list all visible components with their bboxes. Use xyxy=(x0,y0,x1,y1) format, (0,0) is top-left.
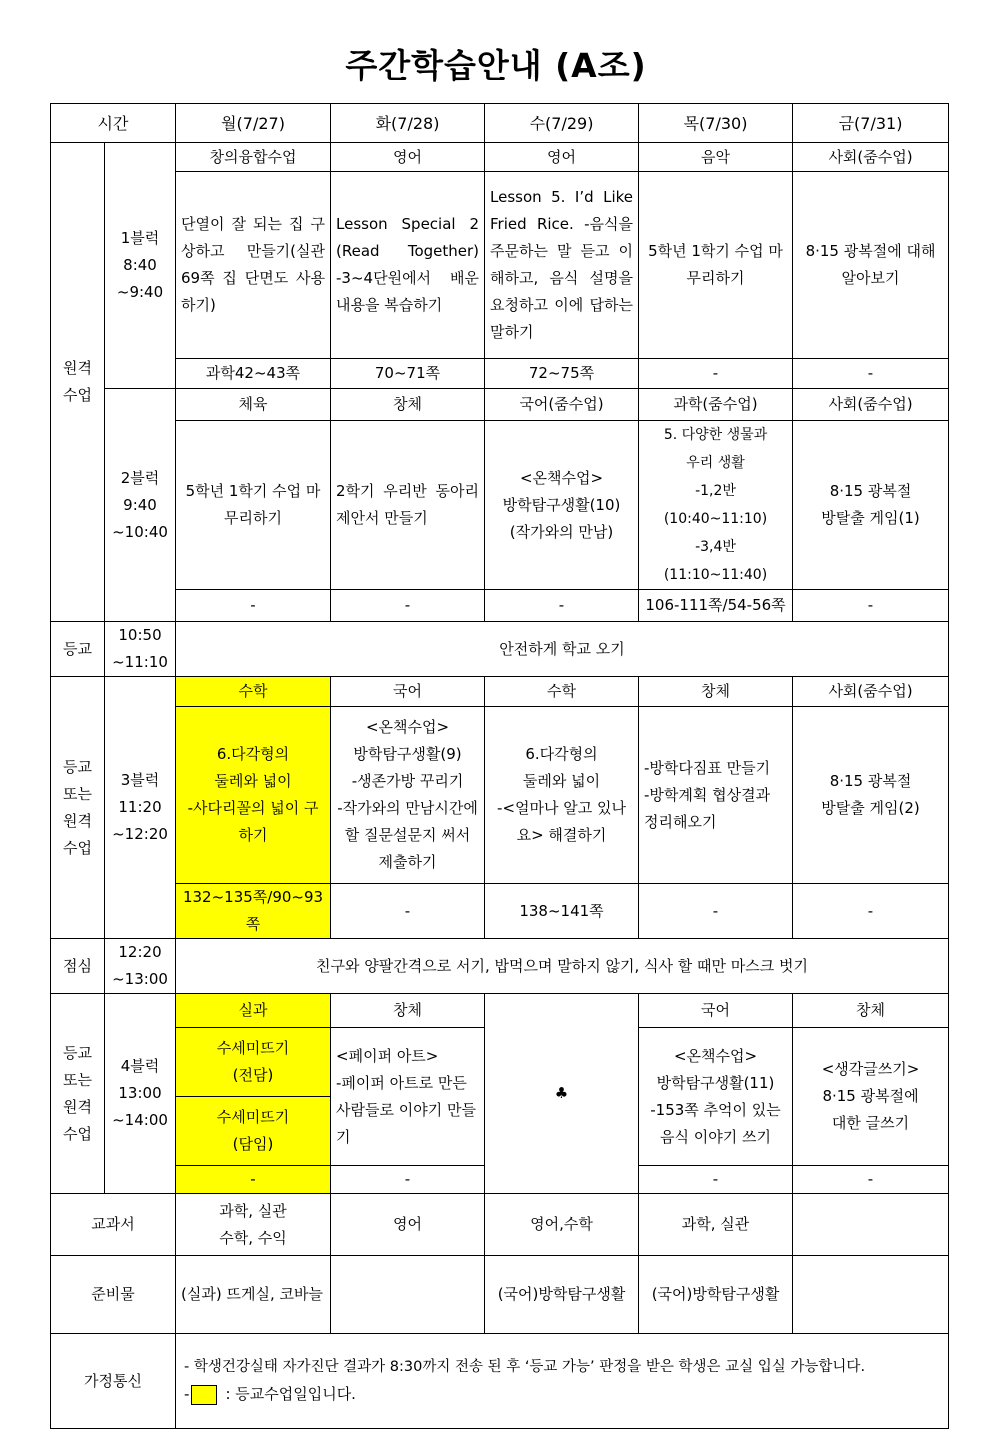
block4-content-tue: <페이퍼 아트> -페이퍼 아트로 만든 사람들로 이야기 만들기 xyxy=(331,1028,485,1166)
block2-subject-thu: 과학(줌수업) xyxy=(639,389,793,421)
header-time: 시간 xyxy=(51,104,176,143)
block3-subject-mon: 수학 xyxy=(176,677,331,707)
block3-content-tue: <온책수업> 방학탐구생활(9) -생존가방 꾸리기 -작가와의 만남시간에 할 질문설문지 써서 제출하기 xyxy=(331,707,485,884)
block2-time: 2블럭 9:40 ~10:40 xyxy=(105,389,176,622)
block2-pages-tue: - xyxy=(331,590,485,622)
block4-mon-top: 수세미뜨기 (전담) xyxy=(176,1028,331,1097)
block2-subject-wed: 국어(줌수업) xyxy=(485,389,639,421)
club-suit-icon: ♣ xyxy=(554,1084,569,1102)
block1-pages-thu: - xyxy=(639,359,793,389)
block2-content-wed: <온책수업> 방학탐구생활(10) (작가와의 만남) xyxy=(485,421,639,590)
notice-content xyxy=(176,1334,949,1429)
block2-pages-thu: 106-111쪽/54-56쪽 xyxy=(639,590,793,622)
block2-pages-fri: - xyxy=(793,590,949,622)
lunch-time: 12:20 ~13:00 xyxy=(105,939,176,994)
block4-subject-thu: 국어 xyxy=(639,994,793,1028)
block2-pages-wed: - xyxy=(485,590,639,622)
block2-subject-mon: 체육 xyxy=(176,389,331,421)
block2-content-fri: 8·15 광복절 방탈출 게임(1) xyxy=(793,421,949,590)
lunch-row xyxy=(51,939,949,994)
block1-pages-wed: 72~75쪽 xyxy=(485,359,639,389)
block1-content-mon: 단열이 잘 되는 집 구상하고 만들기(실관 69쪽 집 단면도 사용하기) xyxy=(176,172,331,359)
header-day-thu: 목(7/30) xyxy=(639,104,793,143)
notice-line-2-prefix: - xyxy=(184,1385,190,1403)
block3-subject-thu: 창체 xyxy=(639,677,793,707)
header-row xyxy=(51,104,949,143)
block3-pages-tue: - xyxy=(331,884,485,939)
header-day-fri: 금(7/31) xyxy=(793,104,949,143)
lunch-text: 친구와 양팔간격으로 서기, 밥먹으며 말하지 않기, 식사 할 때만 마스크 벗기 xyxy=(176,939,949,994)
block4-subject-fri: 창체 xyxy=(793,994,949,1028)
block1-subject-fri: 사회(줌수업) xyxy=(793,143,949,172)
block4-pages-thu: - xyxy=(639,1166,793,1194)
block3-label: 등교 또는 원격 수업 xyxy=(51,677,105,939)
block2-pages-row xyxy=(51,590,949,622)
block1-subject-wed: 영어 xyxy=(485,143,639,172)
notice-row xyxy=(51,1334,949,1429)
arrival-label: 등교 xyxy=(51,622,105,677)
supplies-mon: (실과) 뜨게실, 코바늘 xyxy=(176,1256,331,1334)
block4-subject-tue: 창체 xyxy=(331,994,485,1028)
block4-label: 등교 또는 원격 수업 xyxy=(51,994,105,1194)
textbooks-fri xyxy=(793,1194,949,1256)
block4-pages-tue: - xyxy=(331,1166,485,1194)
highlight-legend-swatch xyxy=(191,1385,217,1405)
block4-content-thu: <온책수업> 방학탐구생활(11) -153쪽 추억이 있는 음식 이야기 쓰기 xyxy=(639,1028,793,1166)
block4-pages-mon: - xyxy=(176,1166,331,1194)
supplies-row xyxy=(51,1256,949,1334)
weekly-schedule-table xyxy=(50,103,949,1429)
block4-subject-row xyxy=(51,994,949,1028)
block4-subject-mon: 실과 xyxy=(176,994,331,1028)
block1-pages-fri: - xyxy=(793,359,949,389)
block1-subject-row xyxy=(51,143,949,172)
block1-subject-tue: 영어 xyxy=(331,143,485,172)
block3-content-mon: 6.다각형의 둘레와 넓이 -사다리꼴의 넓이 구하기 xyxy=(176,707,331,884)
textbooks-label: 교과서 xyxy=(51,1194,176,1256)
block1-time: 1블럭 8:40 ~9:40 xyxy=(105,143,176,389)
block3-content-fri: 8·15 광복절 방탈출 게임(2) xyxy=(793,707,949,884)
textbooks-row xyxy=(51,1194,949,1256)
block3-subject-tue: 국어 xyxy=(331,677,485,707)
supplies-wed: (국어)방학탐구생활 xyxy=(485,1256,639,1334)
block3-subject-wed: 수학 xyxy=(485,677,639,707)
notice-line-2-text: : 등교수업일입니다. xyxy=(225,1385,356,1403)
block3-subject-fri: 사회(줌수업) xyxy=(793,677,949,707)
notice-line-1: - 학생건강실태 자가진단 결과가 8:30까지 전송 된 후 ‘등교 가능’ 판정을 받은 학생은 교실 입실 가능합니다. xyxy=(184,1359,866,1375)
block4-time: 4블럭 13:00 ~14:00 xyxy=(105,994,176,1194)
block3-subject-row xyxy=(51,677,949,707)
block2-subject-tue: 창체 xyxy=(331,389,485,421)
block3-content-row xyxy=(51,707,949,884)
block2-pages-mon: - xyxy=(176,590,331,622)
block4-content-fri: <생각글쓰기> 8·15 광복절에 대한 글쓰기 xyxy=(793,1028,949,1166)
textbooks-thu: 과학, 실관 xyxy=(639,1194,793,1256)
block3-pages-thu: - xyxy=(639,884,793,939)
block1-content-tue: Lesson Special 2 (Read Together) -3~4단원에서 배운 내용을 복습하기 xyxy=(331,172,485,359)
block3-pages-row xyxy=(51,884,949,939)
block2-content-row xyxy=(51,421,949,590)
block1-subject-thu: 음악 xyxy=(639,143,793,172)
lunch-label: 점심 xyxy=(51,939,105,994)
block1-content-thu: 5학년 1학기 수업 마무리하기 xyxy=(639,172,793,359)
supplies-thu: (국어)방학탐구생활 xyxy=(639,1256,793,1334)
arrival-time: 10:50 ~11:10 xyxy=(105,622,176,677)
block1-pages-row xyxy=(51,359,949,389)
block1-pages-mon: 과학42~43쪽 xyxy=(176,359,331,389)
supplies-label: 준비물 xyxy=(51,1256,176,1334)
block4-mon-bottom: 수세미뜨기 (담임) xyxy=(176,1097,331,1166)
arrival-row xyxy=(51,622,949,677)
block3-content-thu: -방학다짐표 만들기 -방학계획 협상결과 정리해오기 xyxy=(639,707,793,884)
supplies-fri xyxy=(793,1256,949,1334)
block3-pages-fri: - xyxy=(793,884,949,939)
block2-subject-fri: 사회(줌수업) xyxy=(793,389,949,421)
block1-content-wed: Lesson 5. I’d Like Fried Rice. -음식을 주문하는 말 듣고 이해하고, 음식 설명을 요청하고 이에 답하는 말하기 xyxy=(485,172,639,359)
block1-pages-tue: 70~71쪽 xyxy=(331,359,485,389)
notice-label: 가정통신 xyxy=(51,1334,176,1429)
block3-pages-wed: 138~141쪽 xyxy=(485,884,639,939)
arrival-text: 안전하게 학교 오기 xyxy=(176,622,949,677)
block3-pages-mon: 132~135쪽/90~93쪽 xyxy=(176,884,331,939)
textbooks-mon: 과학, 실관 수학, 수익 xyxy=(176,1194,331,1256)
block3-content-wed: 6.다각형의 둘레와 넓이 -<얼마나 알고 있나요> 해결하기 xyxy=(485,707,639,884)
block4-content-wed xyxy=(485,994,639,1194)
page-title: 주간학습안내 (A조) xyxy=(345,46,647,85)
header-day-tue: 화(7/28) xyxy=(331,104,485,143)
block1-subject-mon: 창의융합수업 xyxy=(176,143,331,172)
notice-line-2 xyxy=(184,1381,940,1408)
remote-class-label: 원격 수업 xyxy=(51,143,105,622)
block1-content-fri: 8·15 광복절에 대해 알아보기 xyxy=(793,172,949,359)
header-day-wed: 수(7/29) xyxy=(485,104,639,143)
block2-content-tue: 2학기 우리반 동아리 제안서 만들기 xyxy=(331,421,485,590)
block3-time: 3블럭 11:20 ~12:20 xyxy=(105,677,176,939)
textbooks-wed: 영어,수학 xyxy=(485,1194,639,1256)
block4-pages-fri: - xyxy=(793,1166,949,1194)
block2-subject-row xyxy=(51,389,949,421)
supplies-tue xyxy=(331,1256,485,1334)
block1-content-row xyxy=(51,172,949,359)
textbooks-tue: 영어 xyxy=(331,1194,485,1256)
block2-content-mon: 5학년 1학기 수업 마무리하기 xyxy=(176,421,331,590)
header-day-mon: 월(7/27) xyxy=(176,104,331,143)
block2-content-thu: 5. 다양한 생물과 우리 생활 -1,2반(10:40~11:10) -3,4반(11:10~11:40) xyxy=(639,421,793,590)
